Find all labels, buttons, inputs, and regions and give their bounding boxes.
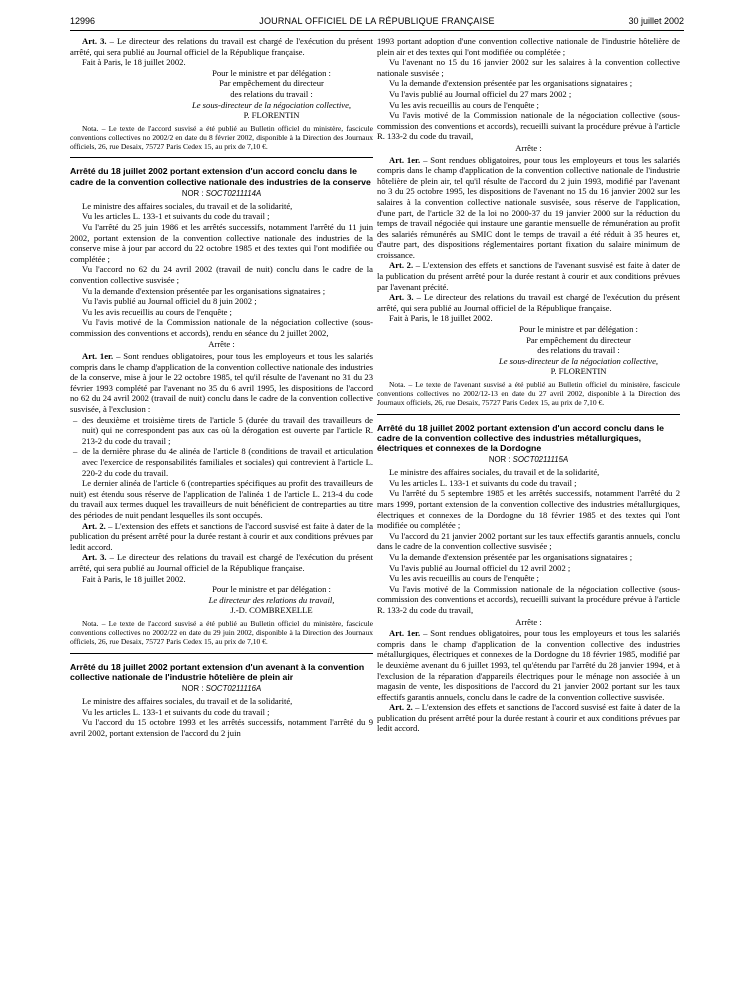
nota: Nota. – Le texte de l'accord susvisé a été publié au Bulletin officiel du ministère, fascicule conventions collectives no 2002/22 en date du 29 juin 2002, disponible à la Direction des Journaux officiels, 26, rue Desaix, 75727 Paris Cedex 15, au prix de 7,10 €. <box>70 618 373 647</box>
nota: Nota. – Le texte de l'accord susvisé a été publié au Bulletin officiel du ministère, fascicule conventions collectives no 2002/2 en date du 8 février 2002, disponible à la Direction des Journaux officiels, 26, rue Desaix, 75727 Paris Cedex 15, au prix de 7,10 €. <box>70 123 373 152</box>
decree-title: Arrêté du 18 juillet 2002 portant extension d'un accord conclu dans le cadre de la convention collective nationale des industries de la conserve <box>70 166 371 187</box>
left-column <box>70 36 373 984</box>
list-item: – des deuxième et troisième tirets de l'article 5 (durée du travail des travailleurs de nuit) qui ne correspondent pas aux cas où la dérogation est ouverte par l'article R. 213-2 du code du travail ; <box>70 415 373 447</box>
article-3: Art. 3. – Le directeur des relations du travail est chargé de l'exécution du présent arrêté, qui sera publié au Journal officiel de la République française. <box>70 36 373 57</box>
nor-reference: NOR : SOCT0211115A <box>488 455 569 465</box>
signature-date: Fait à Paris, le 18 juillet 2002. <box>82 573 186 584</box>
exclusion-list <box>70 415 373 479</box>
article-3: Art. 3. – Le directeur des relations du travail est chargé de l'exécution du présent arrêté, qui sera publié au Journal officiel de la République française. <box>377 292 680 313</box>
visa-continued: 1993 portant adoption d'une convention collective nationale de l'industrie hôtelière de plein air et des textes qui l'ont modifiée ou complétée ; <box>377 36 680 57</box>
page-number: 12996 <box>70 16 96 26</box>
section-divider <box>377 414 680 415</box>
signature-date: Fait à Paris, le 18 juillet 2002. <box>389 313 493 324</box>
visas: Vu l'avenant no 15 du 16 janvier 2002 sur les salaires à la convention collective nationale susvisée ; Vu la demande d'extension présentée par les organisations signataires ; Vu l'avis publié au Journal officiel du 27 mars 2002 ; Vu les avis recueillis au cours de l'enquête ; Vu l'avis motivé de la Commission nationale de la négociation collective (sous-commission des conventions et accords), recueilli suivant la procédure prévue à l'article R. 133-2 du code du travail, <box>377 57 680 142</box>
article-1: Art. 1er. – Sont rendues obligatoires, pour tous les employeurs et tous les salariés compris dans le champ d'application de la convention collective des industries métallurgiques, électriques et connexes de la Dordogne du 18 février 1985, modifié par le deuxième avenant du 6 juillet 1993, tel qu'étendu par l'arrêté du 28 janvier 1994, et à l'exclusion de la réparation d'appareils électriques pour le ménage non associée à un magasin de vente, les dispositions de l'accord du 21 janvier 2002 portant sur les taux effectifs garantis annuels, conclu dans le cadre de la convention collective susvisée. <box>377 628 680 702</box>
article-1: Art. 1er. – Sont rendues obligatoires, pour tous les employeurs et tous les salariés compris dans le champ d'application de la convention collective nationale des industries de la conserve, mise à jour le 22 octobre 1985, tel qu'il résulte de l'avenant no 31 du 23 février 1993 complété par l'avenant no 35 du 6 avril 1995, les dispositions de l'accord no 62 du 24 avril 2002 (travail de nuit) conclu dans le cadre de la convention collective susvisée, à l'exclusion : <box>70 351 373 415</box>
right-column <box>377 36 680 984</box>
section-divider <box>70 157 373 158</box>
arrete-heading: Arrête : <box>208 339 235 350</box>
article-1: Art. 1er. – Sont rendues obligatoires, pour tous les employeurs et tous les salariés compris dans le champ d'application de la convention collective nationale de l'industrie hôtelière de plein air, tel qu'il résulte de l'accord du 2 juin 1993, modifié par l'avenant no 3 du 25 octobre 1995, les dispositions de l'avenant no 15 du 16 janvier 2002 sur les salaires à la convention collective nationale susvisée, sous réserve de l'application, d'une part, de l'article 32 de la loi no 2000-37 du 19 janvier 2000 sur la réduction du temps de travail négociée qui instaure une garantie mensuelle de rémunération au profit des salariés rémunérés au SMIC dont le temps de travail a été réduit à 35 heures et, d'autre part, des dispositions réglementaires portant fixation du salaire minimum de croissance. <box>377 154 680 260</box>
article-2: Art. 2. – L'extension des effets et sanctions de l'accord susvisé est faite à dater de la publication du présent arrêté pour la durée restant à courir et aux conditions prévues par ledit accord. <box>70 520 373 552</box>
decree-title: Arrêté du 18 juillet 2002 portant extension d'un accord conclu dans le cadre de la convention collective des industries métallurgiques, électriques et connexes de la Dordogne <box>377 422 664 454</box>
nor-reference: NOR : SOCT0211114A <box>181 188 262 198</box>
issue-date: 30 juillet 2002 <box>628 16 684 26</box>
visas: Le ministre des affaires sociales, du travail et de la solidarité, Vu les articles L. 133-1 et suivants du code du travail ; Vu l'accord du 15 octobre 1993 et les arrêtés successifs, notamment l'arrêté du 9 avril 2002, portant extension de l'accord du 2 juin <box>70 695 373 738</box>
signature-block: Pour le ministre et par délégation : Par empêchement du directeur des relations du travail : Le sous-directeur de la négociation collective, P. FLORENTIN <box>498 324 659 377</box>
list-item: – de la dernière phrase du 4e alinéa de l'article 8 (conditions de travail et articulation avec l'exercice de responsabilités familiales et sociales) qui contrevient à l'article L. 220-2 du code du travail. <box>70 446 373 478</box>
nota: Nota. – Le texte de l'avenant susvisé a été publié au Bulletin officiel du ministère, fascicule conventions collectives no 2002/12-13 en date du 27 avril 2002, disponible à la Direction des Journaux officiels, 26, rue Desaix, 75727 Paris Cedex 15, au prix de 7,10 €. <box>377 380 680 408</box>
article-2: Art. 2. – L'extension des effets et sanctions de l'avenant susvisé est faite à dater de la publication du présent arrêté pour la durée restant à courir et aux conditions prévues par l'avenant précité. <box>377 260 680 292</box>
signature-block: Pour le ministre et par délégation : Le directeur des relations du travail, J.-D. COMBREXELLE <box>208 584 335 616</box>
page-header <box>70 14 684 31</box>
visas: Le ministre des affaires sociales, du travail et de la solidarité, Vu les articles L. 133-1 et suivants du code du travail ; Vu l'arrêté du 5 septembre 1985 et les arrêtés successifs, notamment l'arrêté du 2 mars 1999, portant extension de la convention collective des industries métallurgiques, électriques et connexes de la Dordogne du 18 février 1985 et des textes qui l'ont modifiée ou complétée ; Vu l'accord du 21 janvier 2002 portant sur les taux effectifs garantis annuels, conclu dans le cadre de la convention collective susvisée ; Vu la demande d'extension présentée par les organisations signataires ; Vu l'avis publié au Journal officiel du 12 avril 2002 ; Vu les avis recueillis au cours de l'enquête ; Vu l'avis motivé de la Commission nationale de la négociation collective (sous-commission des conventions et accords), recueilli suivant la procédure prévue à l'article R. 133-2 du code du travail, <box>377 467 680 615</box>
arrete-heading: Arrête : <box>515 142 542 153</box>
signature-block: Pour le ministre et par délégation : Par empêchement du directeur des relations du travail : Le sous-directeur de la négociation collective, P. FLORENTIN <box>191 67 352 121</box>
section-divider <box>70 653 373 654</box>
signature-date: Fait à Paris, le 18 juillet 2002. <box>82 57 186 68</box>
decree-title: Arrêté du 18 juillet 2002 portant extension d'un avenant à la convention collective nationale de l'industrie hôtelière de plein air <box>70 661 365 682</box>
article-1-reserve: Le dernier alinéa de l'article 6 (contreparties spécifiques au profit des travailleurs de nuit) est étendu sous réserve de l'application de l'alinéa 1 de l'article L. 213-4 du code du travail aux termes duquel les travailleurs de nuit bénéficient de contreparties au titre des périodes de nuit pendant lesquelles ils sont occupés. <box>70 478 373 520</box>
journal-title: JOURNAL OFFICIEL DE LA RÉPUBLIQUE FRANÇAISE <box>259 16 495 26</box>
arrete-heading: Arrête : <box>515 616 542 627</box>
visas: Le ministre des affaires sociales, du travail et de la solidarité, Vu les articles L. 133-1 et suivants du code du travail ; Vu l'arrêté du 25 juin 1986 et les arrêtés successifs, notamment l'arrêté du 11 juin 2002, portant extension de la convention collective nationale des industries de la conserve mise à jour par accord du 22 octobre 1985 et des textes qui l'ont modifiée ou complétée ; Vu l'accord no 62 du 24 avril 2002 (travail de nuit) conclu dans le cadre de la convention collective susvisée ; Vu la demande d'extension présentée par les organisations signataires ; Vu l'avis publié au Journal officiel du 8 juin 2002 ; Vu les avis recueillis au cours de l'enquête ; Vu l'avis motivé de la Commission nationale de la négociation collective (sous-commission des conventions et accords), rendu en séance du 2 juillet 2002, <box>70 200 373 338</box>
article-3: Art. 3. – Le directeur des relations du travail est chargé de l'exécution du présent arrêté, qui sera publié au Journal officiel de la République française. <box>70 552 373 573</box>
article-2: Art. 2. – L'extension des effets et sanctions de l'accord susvisé est faite à dater de la publication du présent arrêté pour la durée restant à courir et aux conditions prévues par ledit accord. <box>377 702 680 734</box>
nor-reference: NOR : SOCT0211116A <box>181 683 262 693</box>
